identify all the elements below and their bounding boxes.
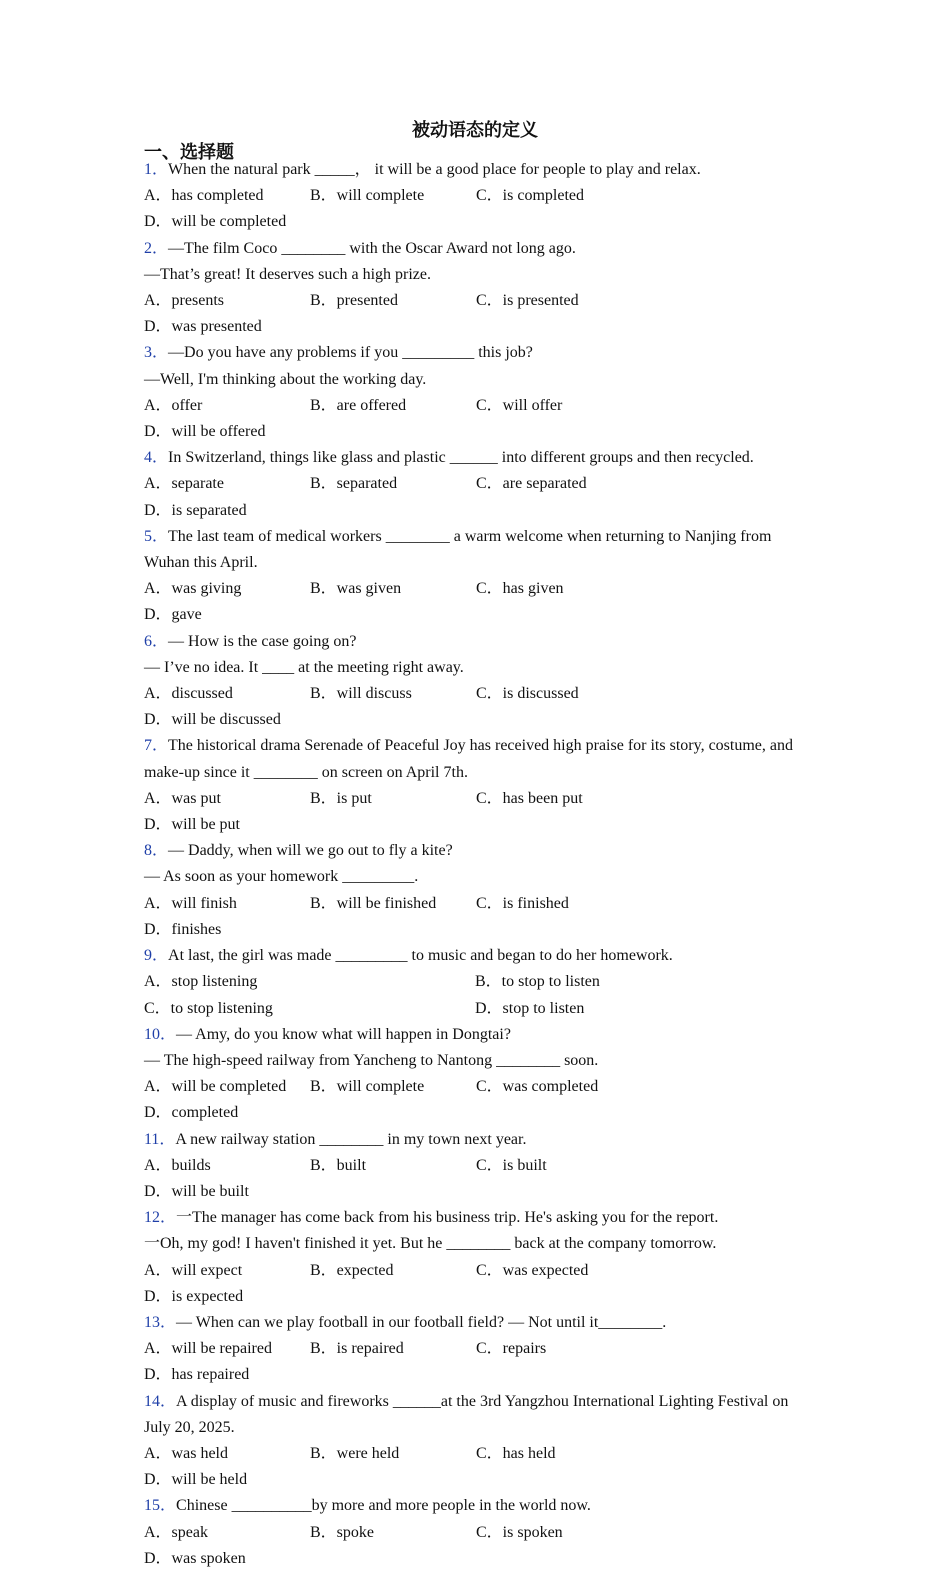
answer-option[interactable]: C．is finished bbox=[476, 894, 569, 912]
answer-option[interactable]: C．has given bbox=[476, 580, 564, 598]
question-item bbox=[144, 943, 806, 1022]
question-number: 14． bbox=[144, 1392, 177, 1410]
answer-option[interactable]: D．is separated bbox=[144, 501, 247, 519]
answer-options bbox=[144, 576, 806, 628]
question-item bbox=[144, 1205, 806, 1310]
answer-option[interactable]: D．was spoken bbox=[144, 1549, 246, 1567]
question-stem bbox=[144, 1205, 806, 1231]
answer-option[interactable]: A．separate bbox=[144, 475, 224, 493]
question-item bbox=[144, 340, 806, 445]
answer-option[interactable]: A．was put bbox=[144, 789, 221, 807]
question-item bbox=[144, 445, 806, 524]
answer-options bbox=[144, 1520, 806, 1572]
answer-option[interactable]: C．will offer bbox=[476, 396, 563, 414]
question-dialogue-line bbox=[144, 864, 806, 890]
answer-option[interactable]: A．stop listening bbox=[144, 973, 258, 991]
answer-option[interactable]: A．discussed bbox=[144, 685, 233, 703]
answer-option[interactable]: A．will be completed bbox=[144, 1078, 287, 1096]
question-text: — Amy, do you know what will happen in Dongtai? bbox=[176, 1025, 511, 1043]
answer-options bbox=[144, 1441, 806, 1493]
answer-option[interactable]: C．is presented bbox=[476, 292, 579, 310]
question-dialogue-line bbox=[144, 655, 806, 681]
question-item bbox=[144, 838, 806, 943]
answer-option[interactable]: B．will complete bbox=[310, 187, 425, 205]
answer-option[interactable]: D．completed bbox=[144, 1104, 239, 1122]
question-stem bbox=[144, 838, 806, 864]
answer-option[interactable]: A．will be repaired bbox=[144, 1340, 272, 1358]
question-number: 15． bbox=[144, 1497, 177, 1515]
question-number: 9． bbox=[144, 947, 169, 965]
question-text: —Do you have any problems if you _________ this job? bbox=[168, 344, 533, 362]
answer-option[interactable]: D．gave bbox=[144, 606, 202, 624]
answer-option[interactable]: B．spoke bbox=[310, 1523, 375, 1541]
answer-option[interactable]: C．is built bbox=[476, 1156, 547, 1174]
question-stem bbox=[144, 236, 806, 262]
question-number: 4． bbox=[144, 449, 169, 467]
question-number: 11． bbox=[144, 1130, 176, 1148]
question-number: 10． bbox=[144, 1025, 177, 1043]
answer-option[interactable]: C．are separated bbox=[476, 475, 587, 493]
answer-options bbox=[144, 183, 806, 235]
answer-options bbox=[144, 1336, 806, 1388]
answer-option[interactable]: D．is expected bbox=[144, 1287, 244, 1305]
question-item bbox=[144, 524, 806, 629]
answer-option[interactable]: B．were held bbox=[310, 1444, 400, 1462]
answer-option[interactable]: C．is discussed bbox=[476, 685, 579, 703]
question-text: — The high-speed railway from Yancheng to Nantong ________ soon. bbox=[144, 1051, 599, 1069]
answer-option[interactable]: A．will expect bbox=[144, 1261, 243, 1279]
question-item bbox=[144, 157, 806, 236]
question-item bbox=[144, 1127, 806, 1206]
answer-options bbox=[144, 1258, 806, 1310]
answer-option[interactable]: B．are offered bbox=[310, 396, 407, 414]
question-text: Chinese __________by more and more people in the world now. bbox=[176, 1497, 591, 1515]
answer-option[interactable]: D．has repaired bbox=[144, 1366, 250, 1384]
question-text: At last, the girl was made _________ to music and began to do her homework. bbox=[168, 947, 673, 965]
question-text: — When can we play football in our football field? — Not until it________. bbox=[176, 1313, 667, 1331]
answer-option[interactable]: D．will be discussed bbox=[144, 711, 281, 729]
question-dialogue-line bbox=[144, 1048, 806, 1074]
answer-option[interactable]: B．is put bbox=[310, 789, 372, 807]
answer-option[interactable]: C．is spoken bbox=[476, 1523, 563, 1541]
answer-option[interactable]: D．will be completed bbox=[144, 213, 287, 231]
question-text: — Daddy, when will we go out to fly a kite? bbox=[168, 842, 453, 860]
answer-options bbox=[144, 288, 806, 340]
question-number: 6． bbox=[144, 632, 169, 650]
question-stem bbox=[144, 340, 806, 366]
answer-option[interactable]: D．was presented bbox=[144, 318, 262, 336]
question-item bbox=[144, 1389, 806, 1494]
question-item bbox=[144, 1310, 806, 1389]
question-dialogue-line bbox=[144, 262, 806, 288]
answer-option[interactable]: B．expected bbox=[310, 1261, 394, 1279]
question-text: —That’s great! It deserves such a high prize. bbox=[144, 265, 432, 283]
section-heading: 一、选择题 bbox=[144, 142, 234, 163]
question-text: — As soon as your homework _________. bbox=[144, 868, 419, 886]
question-text: —Well, I'm thinking about the working day. bbox=[144, 370, 427, 388]
answer-option[interactable]: A．speak bbox=[144, 1523, 208, 1541]
question-item bbox=[144, 733, 806, 838]
question-item bbox=[144, 1493, 806, 1572]
answer-option[interactable]: B．will discuss bbox=[310, 685, 412, 703]
answer-option[interactable]: B．is repaired bbox=[310, 1340, 404, 1358]
answer-options bbox=[144, 681, 806, 733]
answer-option[interactable]: D．will be put bbox=[144, 816, 240, 834]
question-number: 8． bbox=[144, 842, 169, 860]
question-stem bbox=[144, 1022, 806, 1048]
question-text: The historical drama Serenade of Peaceful Joy has received high praise for its story, costume, and make-up since it ________ on screen on April 7th. bbox=[144, 737, 793, 781]
answer-options bbox=[144, 1074, 806, 1126]
answer-option[interactable]: D．will be built bbox=[144, 1182, 249, 1200]
question-text: A new railway station ________ in my town next year. bbox=[175, 1130, 527, 1148]
question-item bbox=[144, 629, 806, 734]
answer-option[interactable]: C．has been put bbox=[476, 789, 583, 807]
question-item bbox=[144, 236, 806, 341]
answer-option[interactable]: C．to stop listening bbox=[144, 999, 273, 1017]
question-list bbox=[144, 157, 806, 1572]
answer-options bbox=[144, 969, 806, 1021]
answer-options bbox=[144, 393, 806, 445]
question-stem bbox=[144, 524, 806, 576]
answer-option[interactable]: A．was giving bbox=[144, 580, 242, 598]
answer-option[interactable]: A．presents bbox=[144, 292, 224, 310]
question-text: A display of music and fireworks ______at the 3rd Yangzhou International Lighting Festival on July 20, 2025. bbox=[144, 1392, 789, 1436]
answer-option[interactable]: B．will complete bbox=[310, 1078, 425, 1096]
question-item bbox=[144, 1022, 806, 1127]
answer-option[interactable]: C．was expected bbox=[476, 1261, 589, 1279]
answer-option[interactable]: D．will be offered bbox=[144, 423, 266, 441]
question-dialogue-line bbox=[144, 367, 806, 393]
answer-options bbox=[144, 786, 806, 838]
answer-option[interactable]: A．will finish bbox=[144, 894, 237, 912]
answer-options bbox=[144, 1153, 806, 1205]
question-text: —The film Coco ________ with the Oscar Award not long ago. bbox=[168, 239, 576, 257]
answer-option[interactable]: C．has held bbox=[476, 1444, 556, 1462]
question-stem bbox=[144, 445, 806, 471]
question-stem bbox=[144, 1310, 806, 1336]
answer-option[interactable]: C．is completed bbox=[476, 187, 584, 205]
question-stem bbox=[144, 1493, 806, 1519]
question-number: 13． bbox=[144, 1313, 177, 1331]
answer-option[interactable]: B．to stop to listen bbox=[475, 973, 600, 991]
question-stem bbox=[144, 629, 806, 655]
answer-option[interactable]: A．has completed bbox=[144, 187, 264, 205]
question-stem bbox=[144, 1389, 806, 1441]
question-stem bbox=[144, 157, 806, 183]
answer-option[interactable]: A．builds bbox=[144, 1156, 211, 1174]
question-text: — How is the case going on? bbox=[168, 632, 357, 650]
question-number: 7． bbox=[144, 737, 169, 755]
question-stem bbox=[144, 1127, 806, 1153]
question-text: When the natural park _____， it will be a good place for people to play and relax. bbox=[168, 161, 701, 178]
question-text: 一The manager has come back from his business trip. He's asking you for the report. bbox=[176, 1209, 719, 1227]
answer-option[interactable]: A．was held bbox=[144, 1444, 228, 1462]
question-text: In Switzerland, things like glass and plastic ______ into different groups and then recycled. bbox=[168, 449, 754, 467]
answer-option[interactable]: B．built bbox=[310, 1156, 367, 1174]
answer-options bbox=[144, 471, 806, 523]
answer-option[interactable]: B．presented bbox=[310, 292, 398, 310]
answer-option[interactable]: C．repairs bbox=[476, 1340, 547, 1358]
question-text: The last team of medical workers ________ a warm welcome when returning to Nanjing from Wuhan this April. bbox=[144, 527, 772, 572]
page-title: 被动语态的定义 bbox=[412, 120, 538, 141]
question-number: 2． bbox=[144, 239, 169, 257]
answer-option[interactable]: A．offer bbox=[144, 396, 203, 414]
answer-option[interactable]: C．was completed bbox=[476, 1078, 599, 1096]
question-number: 3． bbox=[144, 344, 169, 362]
question-number: 12． bbox=[144, 1209, 177, 1227]
question-number: 1． bbox=[144, 161, 169, 178]
answer-option[interactable]: B．was given bbox=[310, 580, 402, 598]
answer-option[interactable]: D．finishes bbox=[144, 920, 222, 938]
question-text: 一Oh, my god! I haven't finished it yet. But he ________ back at the company tomorrow. bbox=[144, 1235, 717, 1253]
question-text: — I’ve no idea. It ____ at the meeting right away. bbox=[144, 658, 464, 676]
answer-option[interactable]: B．separated bbox=[310, 475, 398, 493]
question-stem bbox=[144, 733, 806, 785]
answer-options bbox=[144, 891, 806, 943]
answer-option[interactable]: D．will be held bbox=[144, 1471, 248, 1489]
answer-option[interactable]: B．will be finished bbox=[310, 894, 437, 912]
answer-option[interactable]: D．stop to listen bbox=[475, 999, 585, 1017]
question-dialogue-line bbox=[144, 1231, 806, 1257]
question-number: 5． bbox=[144, 527, 169, 545]
question-stem bbox=[144, 943, 806, 969]
